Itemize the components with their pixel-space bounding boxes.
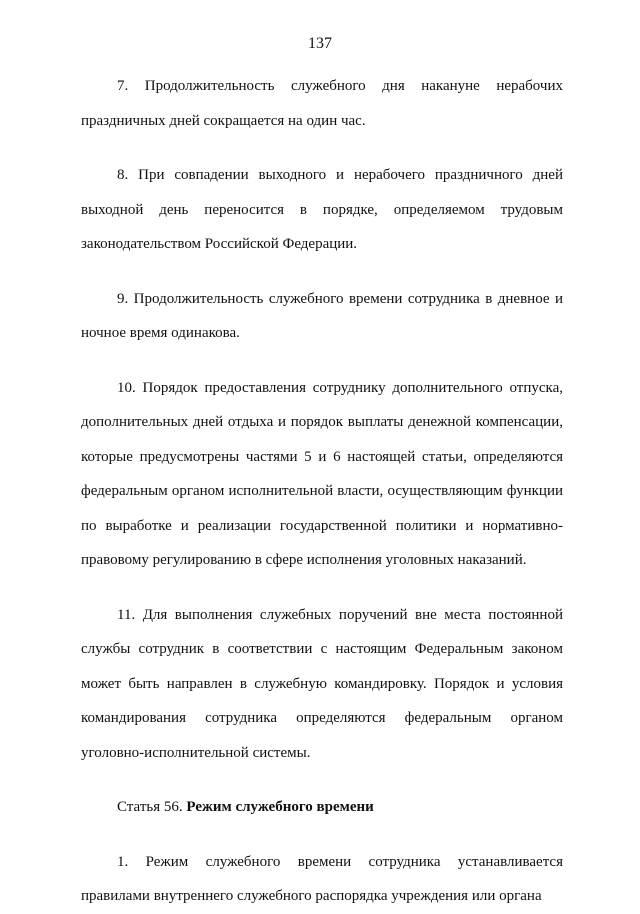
paragraph-10: 10. Порядок предоставления сотруднику дополнительного отпуска, дополнительных дней отдыха и порядок выплаты денежной компенсации, которые предусмотрены частями 5 и 6 настоящей статьи, определяются федеральным органом исполнительной власти, осуществляющим функции по выработке и реализации государственной политики и нормативно-правовому регулированию в сфере исполнения уголовных наказаний. [81, 379, 563, 568]
article-56-paragraph-1: 1. Режим служебного времени сотрудника устанавливается правилами внутреннего служебного распорядка учреждения или органа [81, 853, 563, 904]
paragraph-9: 9. Продолжительность служебного времени сотрудника в дневное и ночное время одинакова. [81, 290, 563, 341]
paragraph-11: 11. Для выполнения служебных поручений вне места постоянной службы сотрудник в соответствии с настоящим Федеральным законом может быть направлен в служебную командировку. Порядок и условия командирования сотрудника определяются федеральным органом уголовно-исполнительной системы. [81, 606, 563, 761]
paragraph-8: 8. При совпадении выходного и нерабочего праздничного дней выходной день переносится в порядке, определяемом трудовым законодательством Российской Федерации. [81, 167, 563, 252]
page-number: 137 [308, 35, 332, 52]
article-number: Статья 56. [117, 799, 187, 815]
paragraph-7: 7. Продолжительность служебного дня накануне нерабочих праздничных дней сокращается на один час. [81, 78, 563, 129]
article-title: Режим служебного времени [186, 799, 374, 815]
article-heading [81, 790, 563, 825]
page-content [81, 69, 563, 914]
